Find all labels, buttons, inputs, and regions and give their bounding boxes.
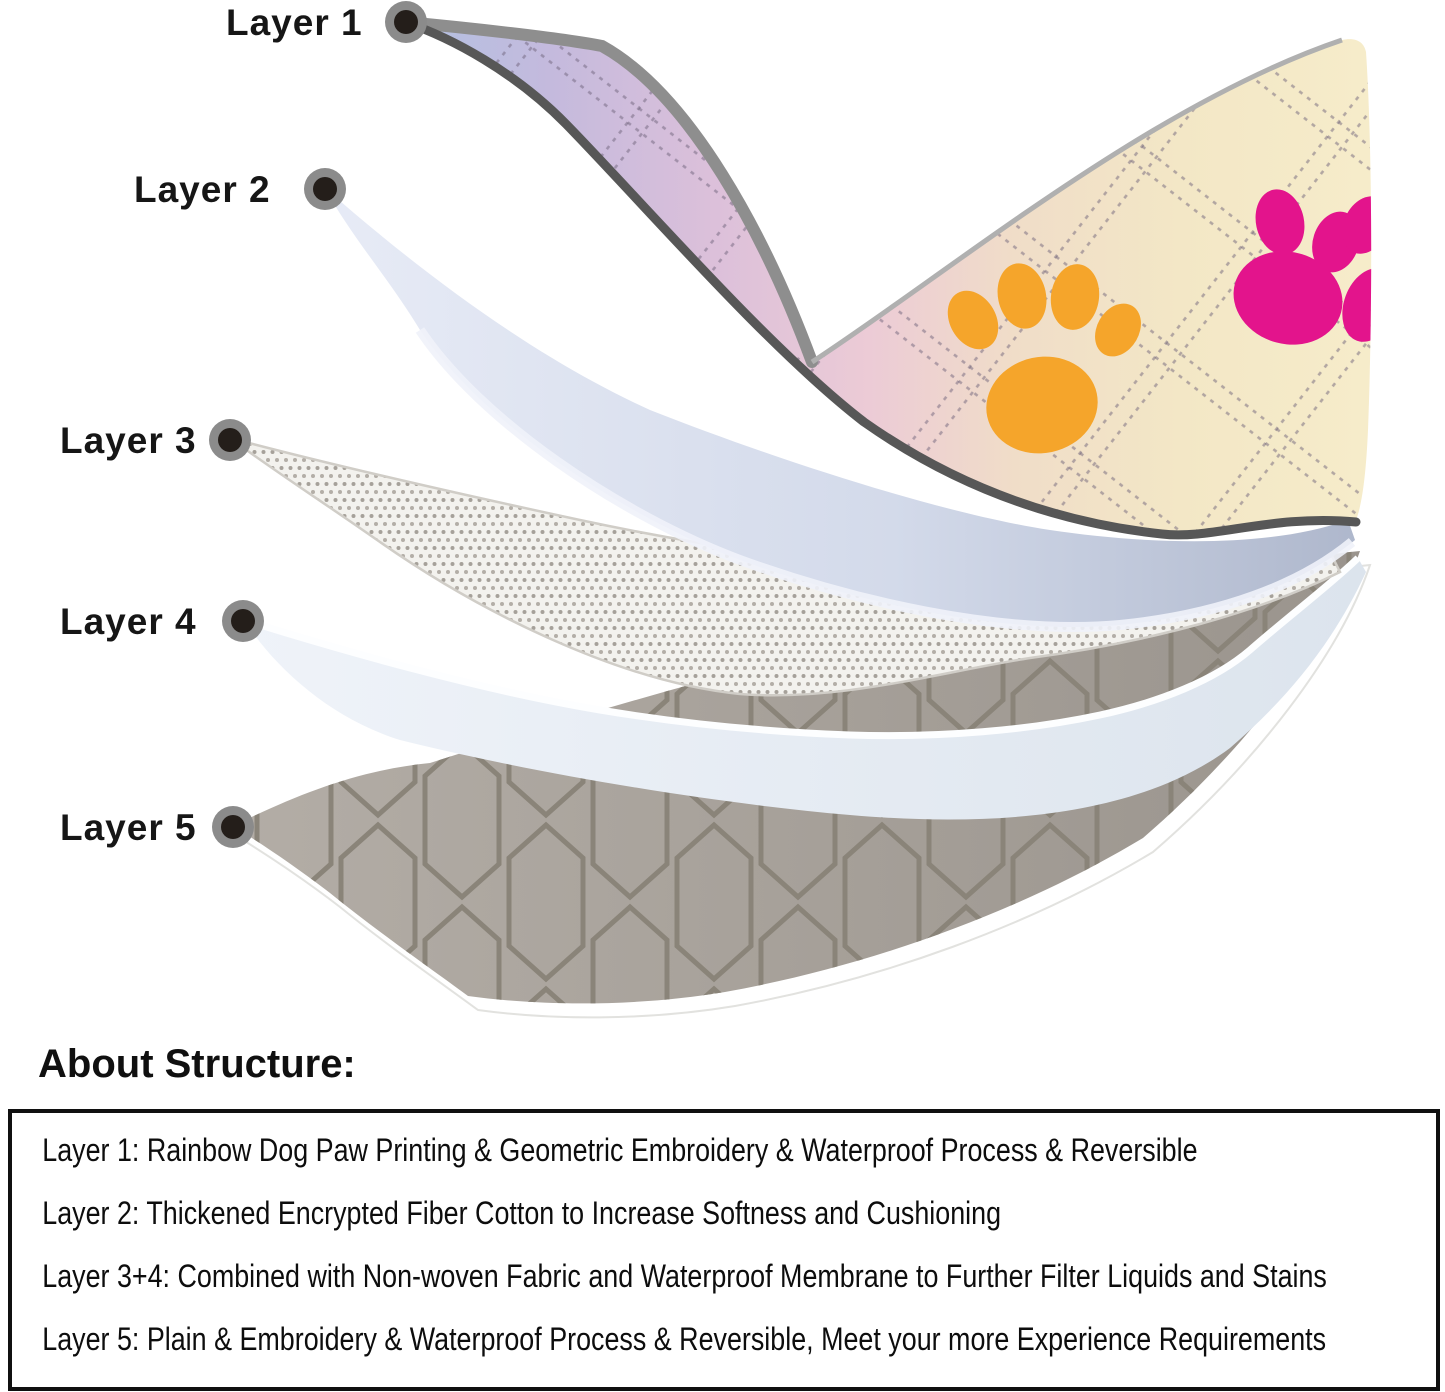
about-line-layer-1: Layer 1: Rainbow Dog Paw Printing & Geometric Embroidery & Waterproof Process & Reversible bbox=[42, 1132, 1198, 1168]
layer-3-callout-dot bbox=[209, 419, 251, 461]
about-structure-heading: About Structure: bbox=[38, 1042, 356, 1086]
layer-4-callout-dot bbox=[222, 600, 264, 642]
about-line-layer-3-4: Layer 3+4: Combined with Non-woven Fabric and Waterproof Membrane to Further Filter Liquids and Stains bbox=[42, 1258, 1327, 1294]
about-structure-box bbox=[8, 1109, 1440, 1391]
layer-5-callout-dot bbox=[212, 806, 254, 848]
layer-1-label: Layer 1 bbox=[226, 2, 363, 43]
about-line-layer-2: Layer 2: Thickened Encrypted Fiber Cotton to Increase Softness and Cushioning bbox=[42, 1195, 1002, 1231]
layer-2-label: Layer 2 bbox=[134, 169, 271, 210]
layer-2-callout-dot bbox=[304, 168, 346, 210]
about-line-layer-5: Layer 5: Plain & Embroidery & Waterproof Process & Reversible, Meet your more Experience Requirements bbox=[42, 1321, 1327, 1357]
layer-4-label: Layer 4 bbox=[60, 601, 197, 642]
layer-5-label: Layer 5 bbox=[60, 807, 197, 848]
layer-3-label: Layer 3 bbox=[60, 420, 197, 461]
layer-1-callout-dot bbox=[385, 1, 427, 43]
